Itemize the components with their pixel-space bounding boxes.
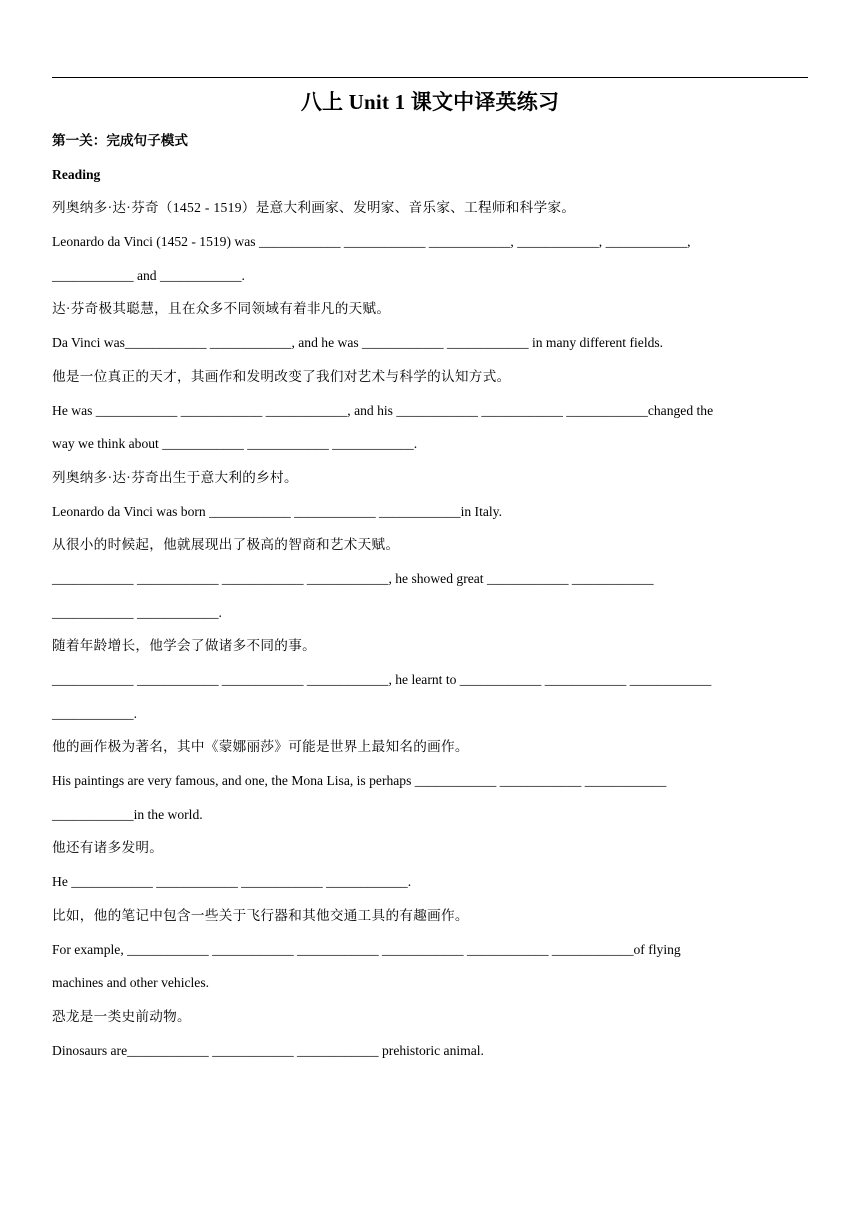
subsection-heading: Reading [52,166,101,182]
english-blank-line: ____________in the world. [52,806,203,822]
english-blank-line: He was ____________ ____________ ____________, and his ____________ ____________ ____________changed the [52,402,714,418]
chinese-prompt: 列奥纳多·达·芬奇（1452 - 1519）是意大利画家、发明家、音乐家、工程师和科学家。 [52,200,576,216]
english-blank-line: Dinosaurs are____________ ____________ ____________ prehistoric animal. [52,1042,484,1058]
english-blank-line: ____________. [52,705,137,721]
english-blank-line: ____________ ____________ ____________ ____________, he showed great ____________ ____________ [52,570,654,586]
chinese-prompt: 他还有诸多发明。 [52,840,164,856]
english-blank-line: For example, ____________ ____________ ____________ ____________ ____________ ____________of flying [52,941,681,957]
header-rule [52,77,808,78]
english-blank-line: ____________ ____________. [52,604,222,620]
chinese-prompt: 列奥纳多·达·芬奇出生于意大利的乡村。 [52,469,298,485]
section-heading: 第一关：完成句子模式 [52,133,188,148]
chinese-prompt: 恐龙是一类史前动物。 [52,1008,191,1024]
chinese-prompt: 从很小的时候起，他就展现出了极高的智商和艺术天赋。 [52,537,400,553]
english-blank-line: Leonardo da Vinci (1452 - 1519) was ____________ ____________ ____________, ____________, ____________, [52,234,691,250]
english-blank-line: Da Vinci was____________ ____________, and he was ____________ ____________ in many different fields. [52,335,664,351]
exercise-body [52,124,822,1067]
english-blank-line: ____________ and ____________. [52,267,245,283]
chinese-prompt: 他是一位真正的天才，其画作和发明改变了我们对艺术与科学的认知方式。 [52,368,511,384]
english-blank-line: machines and other vehicles. [52,975,210,991]
english-blank-line: way we think about ____________ ____________ ____________. [52,436,418,452]
english-blank-line: ____________ ____________ ____________ ____________, he learnt to ____________ ____________ ____________ [52,672,712,687]
english-blank-line: His paintings are very famous, and one, the Mona Lisa, is perhaps ____________ ____________ ____________ [52,773,667,789]
english-blank-line: He ____________ ____________ ____________ ____________. [52,874,412,890]
english-blank-line: Leonardo da Vinci was born ____________ ____________ ____________in Italy. [52,503,502,519]
chinese-prompt: 他的画作极为著名，其中《蒙娜丽莎》可能是世界上最知名的画作。 [52,739,469,755]
chinese-prompt: 比如，他的笔记中包含一些关于飞行器和其他交通工具的有趣画作。 [52,907,469,923]
page-title: 八上 Unit 1 课文中译英练习 [300,90,560,114]
chinese-prompt: 达·芬奇极其聪慧，且在众多不同领域有着非凡的天赋。 [52,301,391,317]
chinese-prompt: 随着年龄增长，他学会了做诸多不同的事。 [52,638,316,654]
